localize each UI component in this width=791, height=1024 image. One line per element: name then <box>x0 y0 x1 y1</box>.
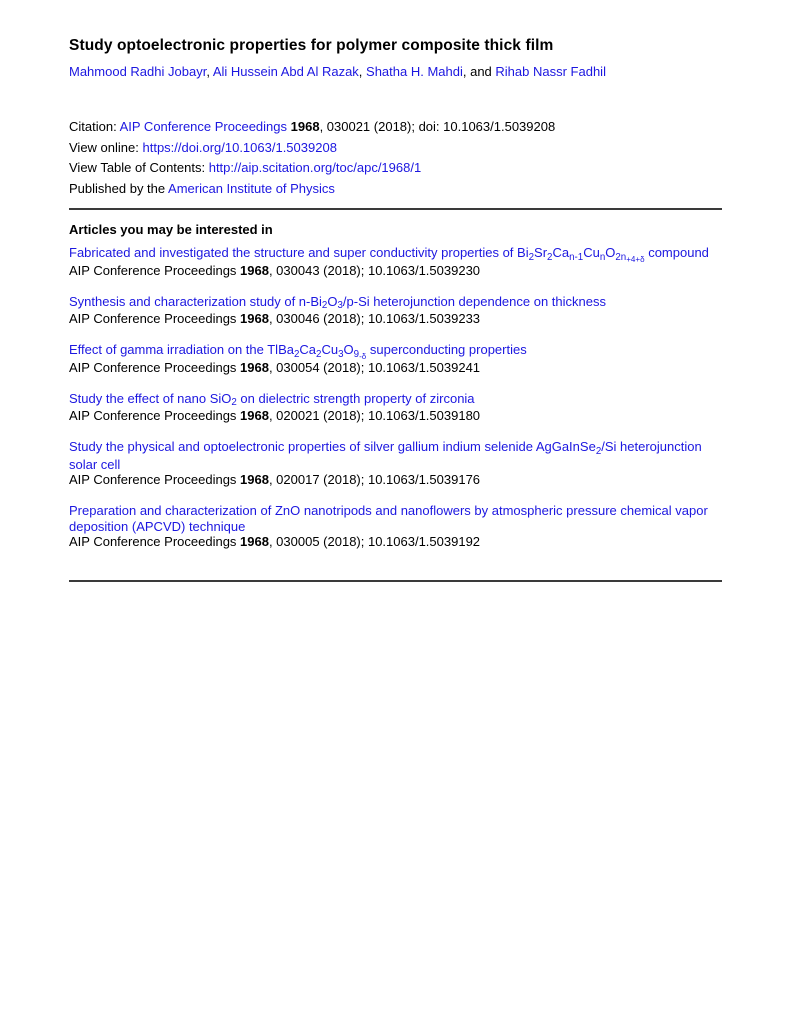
toc-link[interactable]: http://aip.scitation.org/toc/apc/1968/1 <box>208 160 422 175</box>
view-online-line <box>69 138 722 159</box>
bottom-divider <box>69 580 722 582</box>
related-article <box>69 245 722 278</box>
article-citation <box>69 408 722 424</box>
top-divider <box>69 208 722 210</box>
publisher-link[interactable]: American Institute of Physics <box>168 180 335 196</box>
article-citation-rest: , 020017 (2018); 10.1063/1.5039176 <box>268 472 481 487</box>
author-separator: , <box>206 64 213 79</box>
article-citation-prefix: AIP Conference Proceedings <box>69 472 241 487</box>
article-citation-prefix: AIP Conference Proceedings <box>69 359 241 375</box>
author-separator: , and <box>462 64 496 79</box>
author-link[interactable]: Ali Hussein Abd Al Razak <box>212 64 359 79</box>
article-citation <box>69 263 722 279</box>
journal-link[interactable]: AIP Conference Proceedings <box>119 119 288 134</box>
citation-rest: , 030021 (2018); doi: 10.1063/1.5039208 <box>319 119 556 134</box>
related-article <box>69 439 722 488</box>
related-article <box>69 342 722 375</box>
paper-title: Study optoelectronic properties for polymer composite thick film <box>69 37 554 54</box>
toc-label: View Table of Contents: <box>69 160 209 175</box>
article-title-link[interactable]: Study the effect of nano SiO2 on dielectric strength property of zirconia <box>69 390 475 408</box>
doi-link[interactable]: https://doi.org/10.1063/1.5039208 <box>142 139 337 155</box>
article-citation-volume: 1968 <box>240 534 269 549</box>
article-citation-rest: , 030005 (2018); 10.1063/1.5039192 <box>268 534 481 549</box>
article-title-link[interactable]: Fabricated and investigated the structure and super conductivity properties of $Bi2Sr2Can-1CunO2n_{+4+\delta}$ compound <box>69 245 709 264</box>
article-citation-volume: 1968 <box>240 311 269 326</box>
article-citation-volume: 1968 <box>240 359 269 375</box>
author-link[interactable]: Rihab Nassr Fadhil <box>495 64 606 79</box>
article-citation-prefix: AIP Conference Proceedings <box>69 311 241 326</box>
published-label: Published by the <box>69 180 169 196</box>
related-article <box>69 294 722 327</box>
citation-block <box>69 117 722 199</box>
article-citation-rest: , 020021 (2018); 10.1063/1.5039180 <box>268 408 481 423</box>
article-citation-volume: 1968 <box>240 262 269 278</box>
published-line <box>69 179 722 200</box>
author-link[interactable]: Mahmood Radhi Jobayr <box>69 64 207 79</box>
article-citation-volume: 1968 <box>240 408 269 423</box>
article-citation <box>69 360 722 376</box>
article-title-link[interactable]: Preparation and characterization of ZnO nanotripods and nanoflowers by atmospheric pressure chemical vapor deposition (APCVD) technique <box>69 503 708 534</box>
volume-number: 1968 <box>287 119 320 134</box>
related-article <box>69 503 722 550</box>
article-citation <box>69 311 722 327</box>
article-citation-rest: , 030043 (2018); 10.1063/1.5039230 <box>268 262 481 278</box>
view-online-label: View online: <box>69 139 143 155</box>
article-citation <box>69 534 722 550</box>
related-article <box>69 391 722 424</box>
article-title-link[interactable]: Study the physical and optoelectronic properties of silver gallium indium selenide AgGaInSe2/Si heterojunction solar cell <box>69 439 702 472</box>
article-citation-volume: 1968 <box>240 472 269 487</box>
related-articles-list <box>69 245 722 550</box>
article-citation-prefix: AIP Conference Proceedings <box>69 534 241 549</box>
article-citation-prefix: AIP Conference Proceedings <box>69 262 241 278</box>
author-separator: , <box>358 64 367 79</box>
article-title-link[interactable]: Synthesis and characterization study of n-Bi2O3/p-Si heterojunction dependence on thickness <box>69 293 606 311</box>
author-link[interactable]: Shatha H. Mahdi <box>366 64 463 79</box>
citation-label: Citation: <box>69 119 120 134</box>
related-heading: Articles you may be interested in <box>69 222 273 237</box>
article-citation-prefix: AIP Conference Proceedings <box>69 408 241 423</box>
author-list <box>69 64 722 80</box>
citation-line <box>69 117 722 138</box>
article-title-link[interactable]: Effect of gamma irradiation on the $TlBa2Ca2Cu3O9_{-\delta}$ superconducting properties <box>69 342 527 361</box>
toc-line <box>69 158 722 179</box>
article-citation-rest: , 030054 (2018); 10.1063/1.5039241 <box>268 359 481 375</box>
article-citation-rest: , 030046 (2018); 10.1063/1.5039233 <box>268 311 481 326</box>
article-citation <box>69 472 722 488</box>
